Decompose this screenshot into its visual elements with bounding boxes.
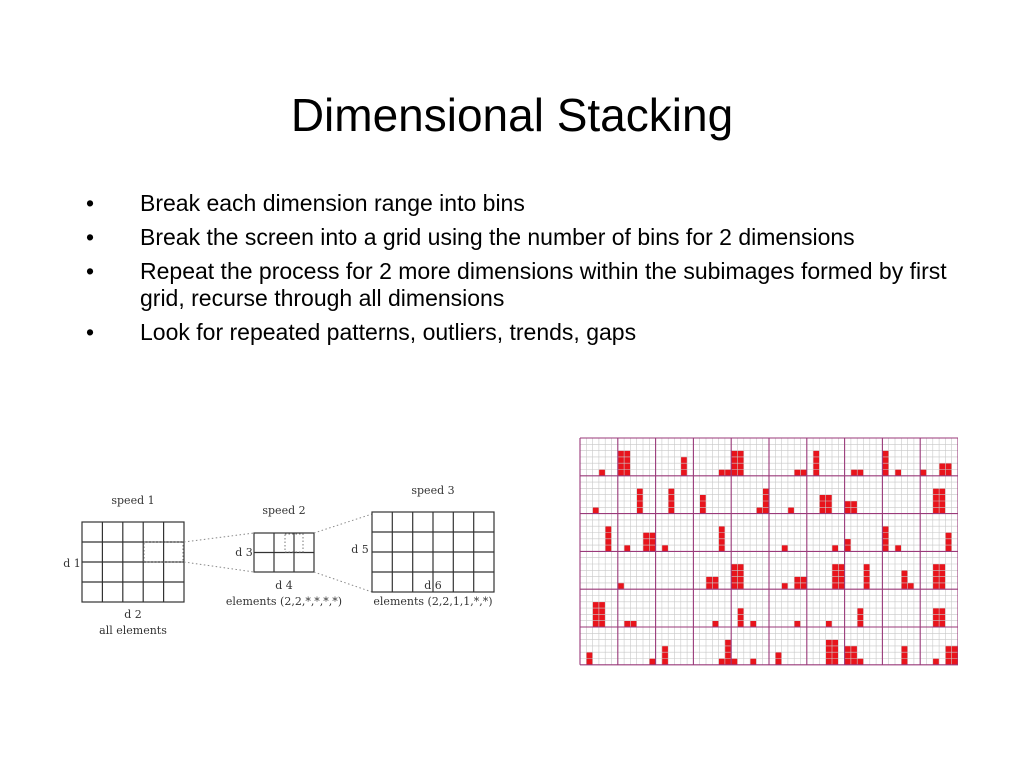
filled-cell — [593, 614, 599, 620]
filled-cell — [801, 577, 807, 583]
label-all-elements: all elements — [99, 624, 167, 637]
filled-cell — [939, 501, 945, 507]
filled-cell — [618, 451, 624, 457]
filled-cell — [857, 470, 863, 476]
label-speed-3: speed 3 — [411, 484, 455, 497]
filled-cell — [794, 470, 800, 476]
filled-cell — [756, 507, 762, 513]
filled-cell — [832, 640, 838, 646]
filled-cell — [731, 470, 737, 476]
filled-cell — [945, 652, 951, 658]
filled-cell — [618, 457, 624, 463]
filled-cell — [605, 526, 611, 532]
filled-cell — [826, 501, 832, 507]
filled-cell — [882, 457, 888, 463]
filled-cell — [813, 470, 819, 476]
filled-cell — [731, 564, 737, 570]
filled-cell — [895, 545, 901, 551]
filled-cell — [738, 583, 744, 589]
filled-cell — [864, 577, 870, 583]
filled-cell — [593, 507, 599, 513]
filled-cell — [826, 646, 832, 652]
filled-cell — [731, 457, 737, 463]
filled-cell — [719, 659, 725, 665]
projection-line — [314, 572, 372, 592]
filled-cell — [712, 621, 718, 627]
filled-cell — [895, 470, 901, 476]
filled-cell — [933, 614, 939, 620]
bullet-symbol: • — [86, 319, 95, 345]
filled-cell — [719, 526, 725, 532]
filled-cell — [813, 451, 819, 457]
filled-cell — [782, 545, 788, 551]
filled-cell — [945, 659, 951, 665]
filled-cell — [901, 652, 907, 658]
bullet-text: Break each dimension range into bins — [140, 190, 525, 216]
filled-cell — [681, 470, 687, 476]
filled-cell — [838, 570, 844, 576]
filled-cell — [845, 652, 851, 658]
filled-cell — [933, 608, 939, 614]
filled-cell — [901, 577, 907, 583]
filled-cell — [832, 564, 838, 570]
filled-cell — [939, 488, 945, 494]
filled-cell — [882, 451, 888, 457]
bullet-symbol: • — [86, 258, 95, 284]
label-speed-2: speed 2 — [262, 504, 306, 517]
filled-cell — [851, 659, 857, 665]
projection-line — [184, 562, 254, 572]
filled-cell — [599, 614, 605, 620]
projection-line — [184, 533, 254, 542]
filled-cell — [731, 577, 737, 583]
filled-cell — [901, 583, 907, 589]
filled-cell — [731, 659, 737, 665]
filled-cell — [599, 470, 605, 476]
filled-cell — [750, 659, 756, 665]
filled-cell — [933, 507, 939, 513]
filled-cell — [819, 507, 825, 513]
filled-cell — [845, 507, 851, 513]
filled-cell — [845, 545, 851, 551]
filled-cell — [945, 533, 951, 539]
filled-cell — [939, 577, 945, 583]
filled-cell — [832, 583, 838, 589]
filled-cell — [700, 495, 706, 501]
filled-cell — [952, 652, 958, 658]
filled-cell — [593, 608, 599, 614]
filled-cell — [624, 457, 630, 463]
filled-cell — [794, 621, 800, 627]
filled-cell — [618, 463, 624, 469]
filled-cell — [939, 614, 945, 620]
filled-cell — [637, 495, 643, 501]
filled-cell — [738, 614, 744, 620]
filled-cell — [738, 470, 744, 476]
label-d1: d 1 — [63, 557, 81, 570]
filled-cell — [637, 507, 643, 513]
filled-cell — [763, 495, 769, 501]
bullet-item — [86, 258, 966, 312]
filled-cell — [832, 659, 838, 665]
filled-cell — [952, 646, 958, 652]
stacking-schematic — [58, 476, 518, 646]
bullet-item — [86, 190, 966, 217]
filled-cell — [719, 539, 725, 545]
filled-cell — [801, 583, 807, 589]
filled-cell — [845, 539, 851, 545]
dimensional-stacking-plot — [578, 436, 958, 682]
filled-cell — [826, 621, 832, 627]
filled-cell — [945, 545, 951, 551]
filled-cell — [668, 507, 674, 513]
filled-cell — [624, 470, 630, 476]
filled-cell — [725, 470, 731, 476]
filled-cell — [845, 646, 851, 652]
filled-cell — [618, 470, 624, 476]
filled-cell — [838, 583, 844, 589]
projection-line — [314, 514, 372, 533]
bullet-text: Break the screen into a grid using the number of bins for 2 dimensions — [140, 224, 855, 250]
label-d6: d 6 — [424, 579, 442, 592]
label-d2: d 2 — [124, 608, 142, 621]
filled-cell — [763, 501, 769, 507]
filled-cell — [624, 621, 630, 627]
filled-cell — [649, 539, 655, 545]
filled-cell — [624, 451, 630, 457]
filled-cell — [738, 457, 744, 463]
filled-cell — [775, 652, 781, 658]
filled-cell — [819, 495, 825, 501]
filled-cell — [738, 577, 744, 583]
filled-cell — [901, 659, 907, 665]
filled-cell — [738, 564, 744, 570]
filled-cell — [775, 659, 781, 665]
filled-cell — [908, 583, 914, 589]
filled-cell — [719, 545, 725, 551]
filled-cell — [794, 577, 800, 583]
filled-cell — [933, 501, 939, 507]
filled-cell — [643, 545, 649, 551]
filled-cell — [731, 570, 737, 576]
filled-cell — [933, 488, 939, 494]
label-speed-1: speed 1 — [111, 494, 155, 507]
filled-cell — [700, 507, 706, 513]
filled-cell — [801, 470, 807, 476]
filled-cell — [901, 570, 907, 576]
filled-cell — [618, 583, 624, 589]
filled-cell — [605, 539, 611, 545]
filled-cell — [725, 640, 731, 646]
filled-cell — [605, 545, 611, 551]
filled-cell — [750, 621, 756, 627]
filled-cell — [857, 614, 863, 620]
filled-cell — [845, 501, 851, 507]
filled-cell — [725, 652, 731, 658]
filled-cell — [845, 659, 851, 665]
filled-cell — [857, 659, 863, 665]
middle-grid — [254, 533, 314, 572]
filled-cell — [826, 495, 832, 501]
filled-cell — [901, 646, 907, 652]
filled-cell — [599, 608, 605, 614]
filled-cell — [832, 652, 838, 658]
filled-cell — [630, 621, 636, 627]
label-elements-middle: elements (2,2,*,*,*,*) — [225, 595, 343, 608]
filled-cell — [599, 602, 605, 608]
filled-cell — [668, 488, 674, 494]
filled-cell — [738, 451, 744, 457]
filled-cell — [725, 659, 731, 665]
filled-cell — [731, 583, 737, 589]
filled-cell — [662, 545, 668, 551]
bullet-item — [86, 224, 966, 251]
label-elements-right: elements (2,2,1,1,*,*) — [373, 595, 493, 608]
filled-cell — [794, 583, 800, 589]
filled-cell — [933, 495, 939, 501]
filled-cell — [637, 501, 643, 507]
filled-cell — [882, 545, 888, 551]
filled-cell — [939, 470, 945, 476]
filled-cell — [649, 545, 655, 551]
slide-title: Dimensional Stacking — [290, 89, 734, 141]
filled-cell — [681, 457, 687, 463]
filled-cell — [939, 608, 945, 614]
filled-cell — [819, 501, 825, 507]
filled-cell — [700, 501, 706, 507]
filled-cell — [738, 570, 744, 576]
label-d5: d 5 — [351, 543, 369, 556]
filled-cell — [882, 470, 888, 476]
filled-cell — [933, 621, 939, 627]
filled-cell — [933, 659, 939, 665]
filled-cell — [864, 583, 870, 589]
filled-cell — [599, 621, 605, 627]
filled-cell — [851, 646, 857, 652]
filled-cell — [738, 608, 744, 614]
filled-cell — [882, 526, 888, 532]
filled-cell — [712, 577, 718, 583]
filled-cell — [624, 463, 630, 469]
filled-cell — [712, 583, 718, 589]
filled-cell — [945, 463, 951, 469]
filled-cell — [719, 470, 725, 476]
filled-cell — [882, 539, 888, 545]
filled-cell — [731, 451, 737, 457]
bullet-symbol: • — [86, 224, 95, 250]
filled-cell — [838, 577, 844, 583]
filled-cell — [719, 533, 725, 539]
filled-cell — [945, 539, 951, 545]
filled-cell — [662, 652, 668, 658]
filled-cell — [593, 602, 599, 608]
filled-cell — [738, 621, 744, 627]
filled-cell — [857, 621, 863, 627]
filled-cell — [939, 507, 945, 513]
filled-cell — [731, 463, 737, 469]
filled-cell — [832, 646, 838, 652]
filled-cell — [920, 470, 926, 476]
filled-cell — [643, 539, 649, 545]
filled-cell — [939, 463, 945, 469]
filled-cell — [681, 463, 687, 469]
filled-cell — [933, 583, 939, 589]
filled-cell — [763, 507, 769, 513]
filled-cell — [662, 646, 668, 652]
filled-cell — [662, 659, 668, 665]
filled-cell — [945, 646, 951, 652]
filled-cell — [851, 507, 857, 513]
filled-cell — [605, 533, 611, 539]
filled-cell — [851, 652, 857, 658]
filled-cell — [882, 463, 888, 469]
filled-cell — [643, 533, 649, 539]
filled-cell — [826, 659, 832, 665]
filled-cell — [933, 570, 939, 576]
bullet-symbol: • — [86, 190, 95, 216]
filled-cell — [939, 621, 945, 627]
filled-cell — [864, 564, 870, 570]
filled-cell — [832, 570, 838, 576]
filled-cell — [649, 659, 655, 665]
filled-cell — [586, 659, 592, 665]
filled-cell — [788, 507, 794, 513]
filled-cell — [813, 457, 819, 463]
bullet-item — [86, 319, 966, 346]
filled-cell — [826, 652, 832, 658]
filled-cell — [813, 463, 819, 469]
filled-cell — [939, 583, 945, 589]
filled-cell — [939, 495, 945, 501]
filled-cell — [939, 564, 945, 570]
filled-cell — [864, 570, 870, 576]
filled-cell — [826, 507, 832, 513]
filled-cell — [826, 640, 832, 646]
filled-cell — [952, 659, 958, 665]
filled-cell — [725, 646, 731, 652]
filled-cell — [945, 470, 951, 476]
filled-cell — [763, 488, 769, 494]
bullet-list — [86, 190, 966, 353]
filled-cell — [649, 533, 655, 539]
filled-cell — [624, 545, 630, 551]
filled-cell — [838, 564, 844, 570]
filled-cell — [706, 577, 712, 583]
filled-cell — [637, 488, 643, 494]
label-d3: d 3 — [235, 546, 253, 559]
filled-cell — [832, 545, 838, 551]
filled-cell — [851, 470, 857, 476]
filled-cell — [857, 608, 863, 614]
outer-grid — [82, 522, 184, 602]
filled-cell — [586, 652, 592, 658]
filled-cell — [939, 570, 945, 576]
filled-cell — [933, 564, 939, 570]
filled-cell — [593, 621, 599, 627]
filled-cell — [882, 533, 888, 539]
filled-cell — [668, 501, 674, 507]
filled-cell — [706, 583, 712, 589]
filled-cell — [832, 577, 838, 583]
filled-cell — [851, 501, 857, 507]
bullet-text: Look for repeated patterns, outliers, trends, gaps — [140, 319, 637, 345]
filled-cell — [668, 495, 674, 501]
filled-cell — [738, 463, 744, 469]
label-d4: d 4 — [275, 579, 293, 592]
bullet-text: Repeat the process for 2 more dimensions within the subimages formed by first grid, recurse through all dimensions — [140, 258, 947, 311]
filled-cell — [933, 577, 939, 583]
filled-cell — [782, 583, 788, 589]
